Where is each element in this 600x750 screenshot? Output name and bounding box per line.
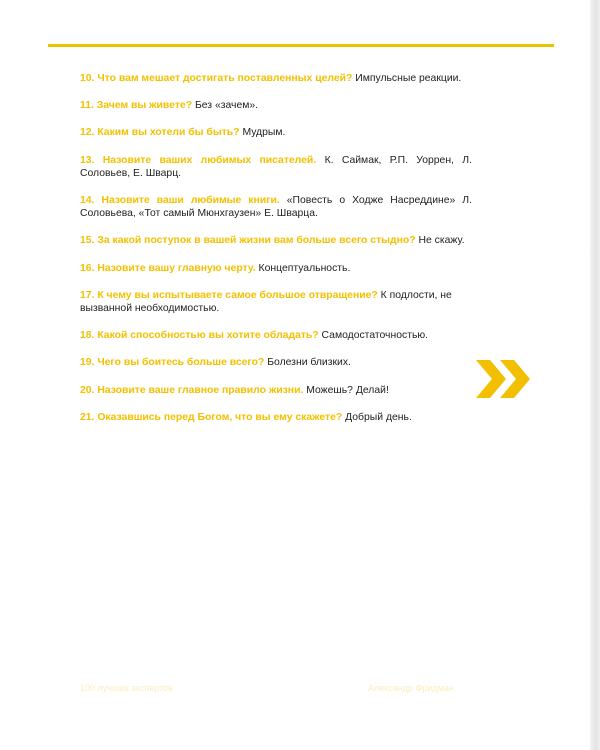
qa-item-17	[80, 289, 472, 315]
answer: К подлости, не вызванной необходимостью.	[80, 289, 452, 315]
answer: Без «зачем».	[194, 100, 259, 112]
question: 14. Назовите ваши любимые книги.	[80, 195, 280, 207]
qa-item-20	[80, 384, 472, 397]
question: 17. К чему вы испытываете самое большое отвращение?	[80, 289, 378, 301]
answer: «Повесть о Ходже Насреддине» Л. Соловьева, «Тот самый Мюнхгаузен» Е. Шварца.	[80, 195, 472, 220]
qa-item-15	[80, 234, 472, 247]
qa-item-14	[80, 194, 472, 220]
qa-item-19	[80, 356, 472, 369]
answer: Импульсные реакции.	[355, 73, 462, 84]
answer: Мудрым.	[242, 127, 286, 139]
answer: Не скажу.	[418, 235, 465, 247]
double-chevron-right-icon	[476, 360, 532, 398]
question: 21. Оказавшись перед Богом, что вы ему скажете?	[80, 411, 343, 423]
footer-book-title: 100 лучших экспертов	[80, 683, 173, 693]
qa-item-10	[80, 72, 472, 85]
qa-item-21	[80, 411, 472, 424]
question: 20. Назовите ваше главное правило жизни.	[80, 384, 304, 396]
question: 18. Какой способностью вы хотите обладать?	[80, 330, 319, 342]
qa-item-18	[80, 329, 472, 342]
qa-list	[80, 72, 472, 424]
qa-item-12	[80, 126, 472, 139]
question: 12. Каким вы хотели бы быть?	[80, 127, 240, 139]
question: 11. Зачем вы живете?	[80, 100, 193, 112]
qa-item-11	[80, 99, 472, 112]
answer: Самодостаточностью.	[321, 330, 429, 342]
qa-item-13	[80, 154, 472, 180]
footer-author: Александр Фридман	[368, 683, 454, 693]
question: 16. Назовите вашу главную черту.	[80, 262, 256, 274]
question: 13. Назовите ваших любимых писателей.	[80, 154, 317, 166]
question: 10. Что вам мешает достигать поставленных целей?	[80, 73, 353, 84]
answer: Концептуальность.	[258, 262, 351, 274]
top-rule	[48, 44, 554, 47]
answer: Можешь? Делай!	[306, 384, 389, 396]
page-edge	[590, 0, 600, 750]
answer: Болезни близких.	[267, 357, 351, 369]
answer: К. Саймак, Р.П. Уоррен, Л. Соловьев, Е. Шварц.	[80, 154, 472, 179]
qa-item-16	[80, 262, 472, 275]
answer: Добрый день.	[345, 411, 412, 423]
question: 15. За какой поступок в вашей жизни вам больше всего стыдно?	[80, 235, 416, 247]
question: 19. Чего вы боитесь больше всего?	[80, 357, 265, 369]
